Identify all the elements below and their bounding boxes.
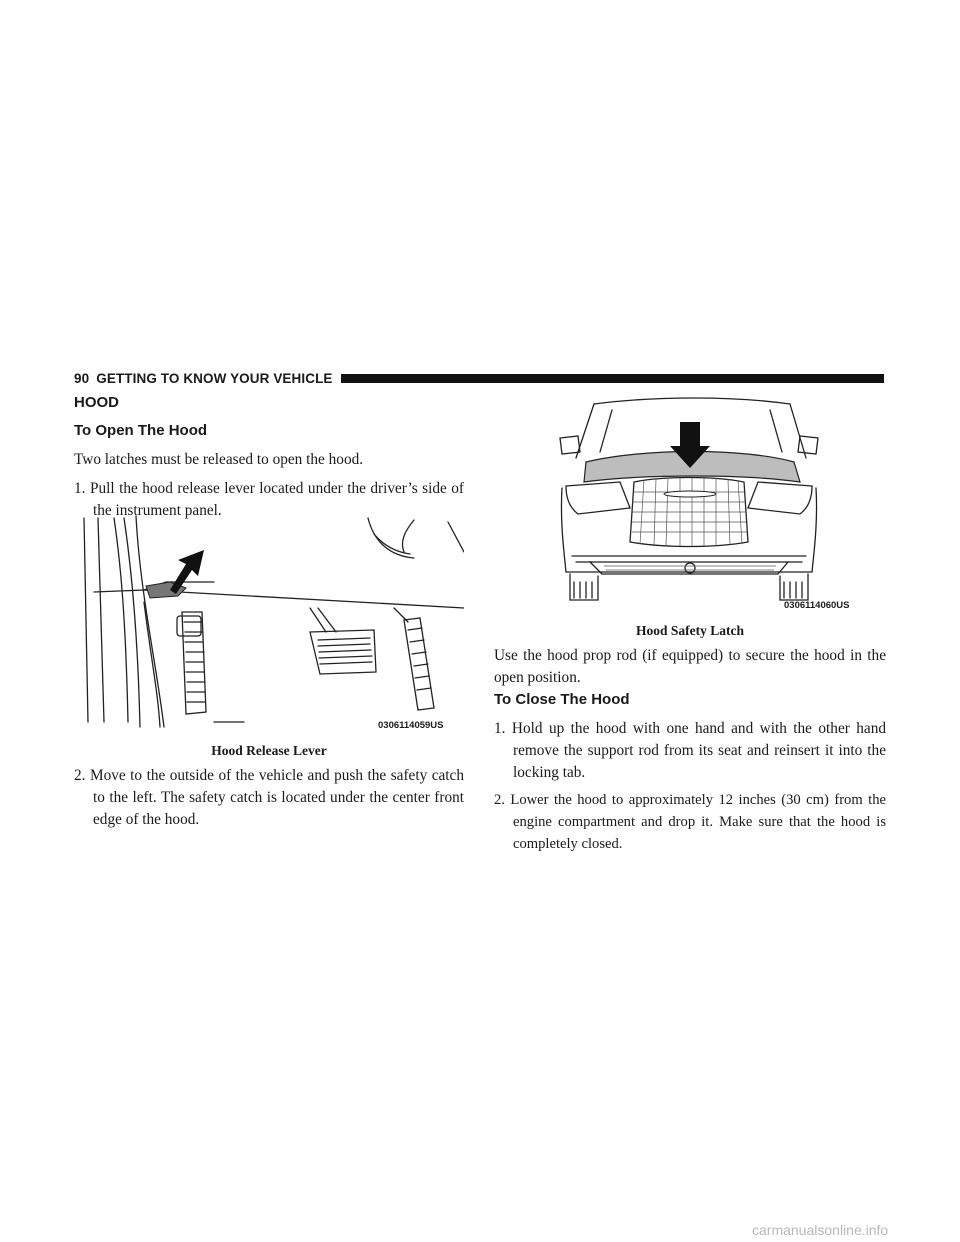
close-step-2 [494, 789, 886, 855]
step-text: Hold up the hood with one hand and with the other hand remove the support rod from its seat and reinsert it into the locking tab. [511, 720, 887, 781]
figure-caption: Hood Release Lever [211, 743, 327, 758]
watermark: carmanualsonline.info [752, 1222, 889, 1238]
subheading-open-hood: To Open The Hood [74, 422, 208, 439]
figure-code: 0306114059US [378, 720, 444, 731]
intro-paragraph: Two latches must be released to open the hood. [74, 451, 364, 468]
page-header [74, 370, 884, 386]
header-rule [341, 374, 884, 383]
step-number: 2. [74, 767, 86, 784]
step-number: 2. [494, 792, 505, 808]
step-number: 1. [494, 720, 506, 737]
section-heading-hood: HOOD [74, 394, 119, 411]
subheading-close-hood: To Close The Hood [494, 691, 630, 708]
figure-caption: Hood Safety Latch [636, 623, 744, 638]
step-text: Pull the hood release lever located under the driver’s side of the instrument panel. [89, 480, 464, 519]
step-text: Move to the outside of the vehicle and push the safety catch to the left. The safety catch is located under the center front edge of the hood. [89, 767, 464, 828]
prop-rod-paragraph: Use the hood prop rod (if equipped) to secure the hood in the open position. [494, 647, 886, 686]
figure-code: 0306114060US [784, 600, 850, 611]
step-number: 1. [74, 480, 86, 497]
section-title: GETTING TO KNOW YOUR VEHICLE [96, 370, 333, 386]
page-number: 90 [74, 370, 90, 386]
figure-hood-release-lever [74, 512, 464, 737]
step-text: Lower the hood to approximately 12 inches (30 cm) from the engine compartment and drop it. Make sure that the hood is completely closed. [510, 792, 886, 852]
figure-hood-safety-latch [494, 392, 886, 614]
close-step-1 [494, 718, 886, 784]
open-step-2 [74, 765, 464, 831]
hood-safety-latch-illustration [494, 392, 886, 614]
hood-release-lever-illustration [74, 512, 464, 737]
